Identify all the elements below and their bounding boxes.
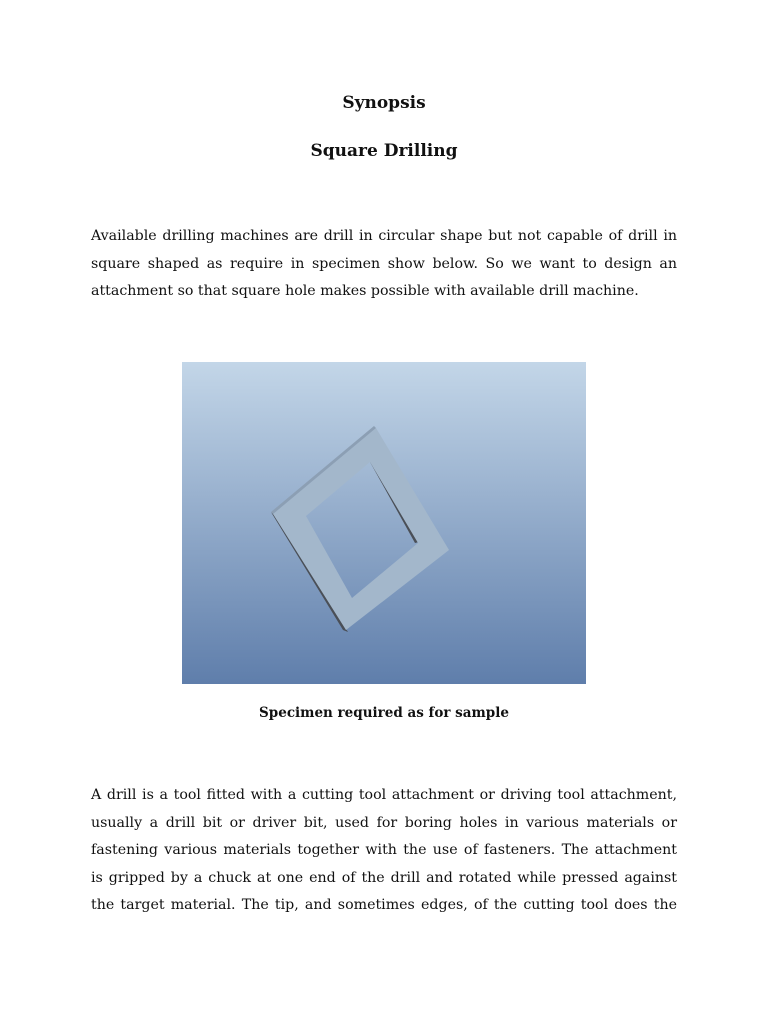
figure-background bbox=[182, 362, 586, 684]
body-line: is gripped by a chuck at one end of the drill and rotated while pressed against bbox=[91, 869, 677, 886]
intro-line: Available drilling machines are drill in circular shape but not capable of drill in bbox=[91, 228, 677, 244]
body-paragraph bbox=[91, 782, 677, 920]
intro-paragraph bbox=[91, 223, 677, 306]
section-heading: Synopsis bbox=[342, 93, 426, 113]
body-line: fastening various materials together with the use of fasteners. The attachment bbox=[91, 842, 677, 859]
body-line: usually a drill bit or driver bit, used for boring holes in various materials or bbox=[91, 814, 677, 831]
page-title: Square Drilling bbox=[310, 141, 458, 161]
body-line: the target material. The tip, and sometimes edges, of the cutting tool does the bbox=[91, 897, 677, 914]
intro-line: square shaped as require in specimen show below. So we want to design an bbox=[91, 255, 677, 272]
intro-line: attachment so that square hole makes possible with available drill machine. bbox=[91, 283, 639, 300]
body-line: A drill is a tool fitted with a cutting tool attachment or driving tool attachment, bbox=[91, 787, 677, 803]
specimen-figure bbox=[182, 362, 586, 684]
figure-caption: Specimen required as for sample bbox=[259, 705, 509, 721]
